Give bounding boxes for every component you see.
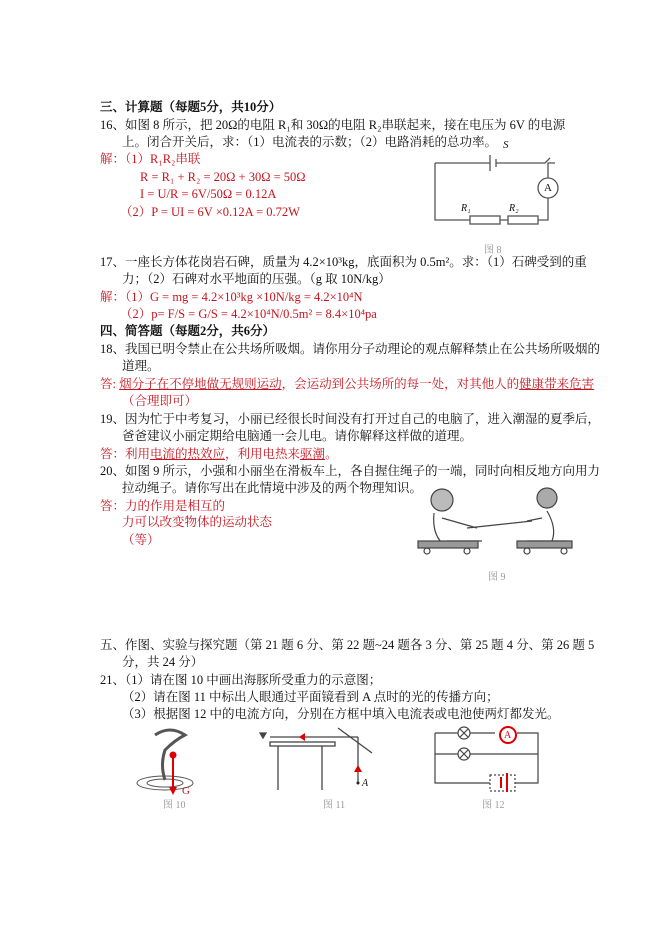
q19-line2: 爸爸建议小丽定期给电脑通一会儿电。请你解释这样做的道理。: [122, 429, 473, 443]
q20-line2: 拉动绳子。请你写出在此情境中涉及的两个物理知识。: [122, 481, 423, 495]
q18-line2: 道理。: [122, 359, 160, 373]
section-5-line1: 五、作图、实验与探究题（第 21 题 6 分、第 22 题~24 题各 3 分、第 25 题 4 分、第 26 题 5: [100, 638, 595, 652]
figure-8-circuit: [430, 150, 555, 225]
section-3-title: 三、计算题（每题5分，共10分）: [100, 100, 282, 114]
q17-answer-2: （2）p= F/S = G/S = 4.2×10⁴N/0.5m² = 8.4×10⁴pa: [120, 307, 377, 321]
q16-answer-1: 解：（1）R₁R₂串联: [100, 152, 201, 166]
ammeter-label: A: [544, 182, 552, 194]
q17-line2: 力；（2）石碑对水平地面的压强。（g 取 10N/kg）: [122, 272, 391, 286]
answer-prefix: 答:: [100, 377, 120, 391]
figure-10-dolphin: [135, 725, 205, 795]
q16-line1: 16、如图 8 所示，把 20Ω的电阻 R₁和 30Ω的电阻 R₂串联起来，接在电压为 6V 的电源: [100, 118, 566, 132]
q21-line1: 21、（1）请在图 10 中画出海豚所受重力的示意图；: [100, 673, 382, 687]
answer-prefix: 答：利用: [100, 447, 151, 461]
q17-answer-1: 解：（1）G = mg = 4.2×10³kg ×10N/kg = 4.2×10⁴N: [100, 290, 363, 304]
answer-key-point: 电流的热效应: [150, 447, 226, 461]
q18-answer: [100, 376, 594, 392]
q21-line3: （3）根据图 12 中的电流方向，分别在方框中填入电流表或电池使两灯都发光。: [122, 707, 560, 721]
figure-9-caption: 图 9: [488, 572, 506, 583]
point-a-label: A: [362, 778, 369, 789]
figure-11-mirror: [260, 728, 370, 798]
answer-text: ，会运动到公共场所的每一处，对其他人的: [281, 377, 520, 391]
q16-line2: 上。闭合开关后，求：（1）电流表的示数；（2）电路消耗的总功率。: [122, 135, 498, 149]
switch-label: S: [503, 139, 509, 151]
q20-answer-1: 答：力的作用是相互的: [100, 499, 226, 513]
q17-line1: 17、一座长方体花岗岩石碑，质量为 4.2×10³kg，底面积为 0.5m²。求：（1）石碑受到的重: [100, 255, 587, 269]
r1-label: R₁: [461, 203, 471, 214]
answer-text: 。: [325, 447, 338, 461]
figure-12-circuit: [430, 728, 540, 790]
q20-answer-3: （等）: [122, 533, 160, 547]
figure-9-tug-of-war-illustration: [412, 483, 577, 558]
q20-answer-2: 力可以改变物体的运动状态: [122, 515, 273, 529]
q21-line2: （2）请在图 11 中标出人眼通过平面镜看到 A 点时的光的传播方向；: [122, 690, 499, 704]
q16-answer-3: I = U/R = 6V/50Ω = 0.12A: [140, 187, 277, 201]
q16-answer-2: R = R₁ + R₂ = 20Ω + 30Ω = 50Ω: [140, 170, 306, 184]
section-4-title: 四、简答题（每题2分，共6分）: [100, 324, 276, 338]
q19-line1: 19、因为忙于中考复习，小丽已经很长时间没有打开过自己的电脑了，进入潮湿的夏季后，: [100, 412, 601, 426]
answer-key-point: 驱潮: [300, 447, 326, 461]
figure-12-caption: 图 12: [482, 800, 505, 811]
ammeter-label: A: [504, 730, 512, 741]
q18-line1: 18、我国已明令禁止在公共场所吸烟。请你用分子动理论的观点解释禁止在公共场所吸烟的: [100, 342, 601, 356]
answer-text: ，利用电热来: [225, 447, 301, 461]
figure-10-caption: 图 10: [163, 800, 186, 811]
r2-label: R₂: [509, 203, 519, 214]
gravity-label: G: [182, 785, 190, 797]
q19-answer: [100, 446, 338, 462]
answer-key-point: 健康带来危害: [519, 377, 595, 391]
figure-8-caption: 图 8: [484, 245, 502, 256]
q16-answer-4: （2）P = UI = 6V ×0.12A = 0.72W: [120, 205, 300, 219]
figure-11-caption: 图 11: [323, 800, 346, 811]
section-5-line2: 分，共 24 分）: [122, 655, 204, 669]
q20-line1: 20、如图 9 所示，小强和小丽坐在滑板车上，各自握住绳子的一端，同时向相反地方向用力: [100, 464, 601, 478]
q18-answer-2: （合理即可）: [122, 394, 198, 408]
answer-key-point: 烟分子在不停地做无规则运动: [119, 377, 282, 391]
